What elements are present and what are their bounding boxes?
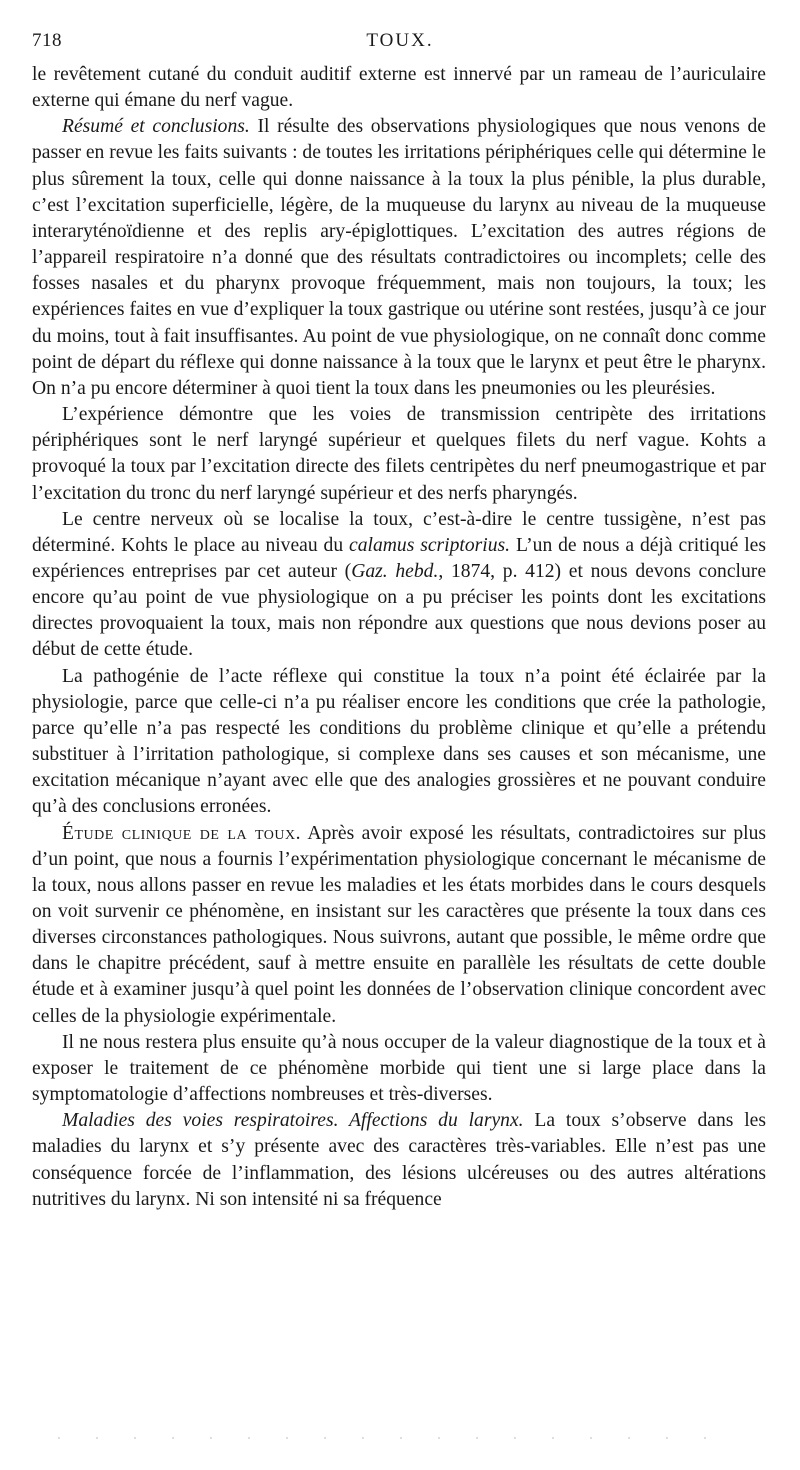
text-run: L’expérience démontre que les voies de transmission centripète des irritations périphériques sont le nerf laryngé supérieur et quelques filets du nerf vague. Kohts a provoqué la toux par l’excitation directe des filets centripètes du nerf pneumogastrique et par l’excitation du tronc du nerf laryngé supérieur et des nerfs pharyngés.: [32, 404, 766, 504]
italic-run: calamus scriptorius.: [349, 534, 511, 556]
text-run: Après avoir exposé les résultats, contradictoires sur plus d’un point, que nous a fournis l’expérimentation physiologique concernant le mécanisme de la toux, nous allons passer en revue les maladies et les états morbides dans le cours desquels on voit survenir ce phénomène, en insistant sur les caractères que présente la toux dans ces diverses circonstances pathologiques. Nous suivrons, autant que possible, le même ordre que dans le chapitre précédent, sauf à mettre ensuite en parallèle les résultats de cette double étude et à examiner jusqu’à quel point les données de l’observation clinique concordent avec celles de la physiologie expérimentale.: [32, 822, 767, 1027]
italic-run: Gaz. hebd.: [351, 560, 439, 582]
section-heading: Étude clinique de la toux.: [62, 822, 302, 844]
text-run: Il résulte des observations physiologiques que nous venons de passer en revue les faits suivants : de toutes les irritations périphériques celle qui détermine le plus sûrement la toux, celle qui donne naissance à la toux la plus pénible, la plus durable, c’est l’excitation superficielle, légère, de la muqueuse du larynx au niveau de la muqueuse interaryténoïdienne et des replis ary-épiglottiques. L’excitation des autres régions de l’appareil respiratoire n’a donné que des résultats contradictoires ou incomplets; celle des fosses nasales et du pharynx provoque fréquemment, mais non toujours, la toux; les expériences faites en vue d’expliquer la toux gastrique ou utérine sont restées, jusqu’à ce jour du moins, tout à fait insuffisantes. Au point de vue physiologique, on ne connaît donc comme point de départ du réflexe qui donne naissance à la toux que le larynx et peut être le pharynx. On n’a pu encore déterminer à quoi tient la toux dans les pneumonies ou les pleurésies.: [32, 116, 766, 399]
running-title: TOUX.: [366, 30, 434, 51]
italic-run: Résumé et conclusions.: [62, 116, 250, 138]
text-run: , 1874, p. 412) et nous devons conclure encore qu’au point de vue physiologique on a pu préciser les points dont les excitations directes provoquaient la toux, mais non répondre aux questions que nous devions poser au début de cette étude.: [32, 560, 767, 661]
text-run: La pathogénie de l’acte réflexe qui constitue la toux n’a point été éclairée par la physiologie, parce que celle-ci n’a pu réaliser encore les conditions que crée la pathologie, parce qu’elle n’a pas respecté les conditions du problème clinique et qu’elle a prétendu substituer à l’irritation pathologique, si complexe dans ses causes et son mécanisme, une excitation mécanique n’ayant avec elle que des analogies grossières et ne pouvant conduire qu’à des conclusions erronées.: [32, 665, 766, 818]
paragraph: [32, 821, 766, 1030]
italic-run: Maladies des voies respiratoires. Affections du larynx.: [62, 1110, 524, 1132]
page-header: [32, 30, 768, 56]
paragraph: [32, 664, 766, 821]
text-run: L’un de nous a déjà critiqué les expériences entreprises par cet auteur (: [32, 534, 767, 582]
text-run: Le centre nerveux où se localise la toux, c’est-à-dire le centre tussigène, n’est pas déterminé. Kohts le place au niveau du: [32, 508, 766, 556]
text-run: Il ne nous restera plus ensuite qu’à nous occuper de la valeur diagnostique de la toux et à exposer le traitement de ce phénomène morbide qui tient une si large place dans la symptomatologie d’affections nombreuses et très-diverses.: [32, 1031, 766, 1106]
paragraph: [32, 402, 766, 507]
page-bottom-noise: [40, 1437, 740, 1439]
paragraph: [32, 1108, 766, 1213]
paragraph: [32, 507, 766, 664]
paragraph: [32, 1030, 766, 1108]
paragraph: [32, 62, 766, 114]
body-text: [32, 62, 766, 1213]
page-number: 718: [32, 30, 62, 51]
paragraph: [32, 114, 766, 402]
text-run: La toux s’observe dans les maladies du larynx et s’y présente avec des caractères très-variables. Elle n’est pas une conséquence forcée de l’inflammation, des lésions ulcéreuses ou des autres altérations nutritives du larynx. Ni son intensité ni sa fréquence: [32, 1110, 766, 1210]
text-run: le revêtement cutané du conduit auditif externe est innervé par un rameau de l’auriculaire externe qui émane du nerf vague.: [32, 64, 766, 112]
